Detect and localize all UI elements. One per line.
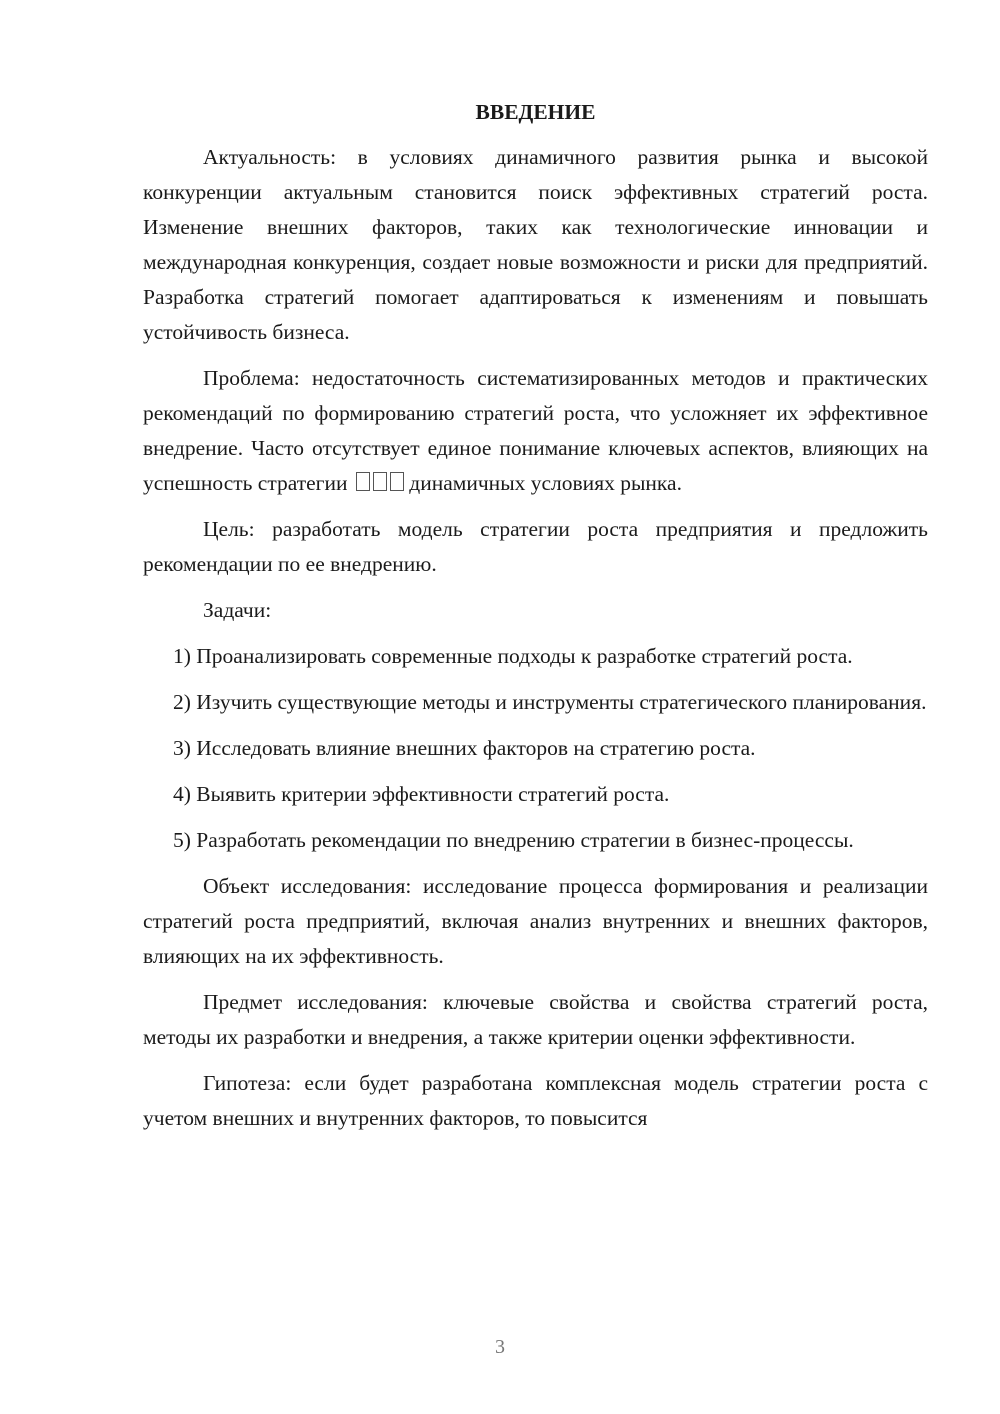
missing-glyph-icon (373, 472, 387, 491)
task-item-4: 4) Выявить критерии эффективности стратегий роста. (173, 782, 670, 806)
hypothesis-paragraph: Гипотеза: если будет разработана комплексная модель стратегии роста с учетом внешних и внутренних факторов, то повысится (143, 1071, 928, 1130)
task-item-1: 1) Проанализировать современные подходы к разработке стратегий роста. (173, 644, 853, 668)
page-number: 3 (495, 1336, 505, 1358)
relevance-paragraph: Актуальность: в условиях динамичного развития рынка и высокой конкуренции актуальным становится поиск эффективных стратегий роста. Изменение внешних факторов, таких как технологические инновации и международная конкуренция, создает новые возможности и риски для предприятий. Разработка стратегий помогает адаптироваться к изменениям и повышать устойчивость бизнеса. (143, 145, 928, 344)
subject-paragraph: Предмет исследования: ключевые свойства и свойства стратегий роста, методы их разработки и внедрения, а также критерии оценки эффективности. (143, 990, 928, 1049)
problem-text: Проблема: недостаточность систематизированных методов и практических рекомендаций по формированию стратегий роста, что усложняет их эффективное внедрение. Часто отсутствует единое понимание ключевых аспектов, влияющих на успешность стратегии (143, 366, 928, 495)
task-item-2: 2) Изучить существующие методы и инструменты стратегического планирования. (173, 690, 927, 714)
missing-glyph-icon (356, 472, 370, 491)
goal-paragraph: Цель: разработать модель стратегии роста предприятия и предложить рекомендации по ее внедрению. (143, 517, 928, 576)
problem-tail: динамичных условиях рынка. (409, 471, 682, 495)
missing-glyph-icon (390, 472, 404, 491)
task-item-3: 3) Исследовать влияние внешних факторов на стратегию роста. (173, 736, 756, 760)
object-paragraph: Объект исследования: исследование процесса формирования и реализации стратегий роста предприятий, включая анализ внутренних и внешних факторов, влияющих на их эффективность. (143, 874, 928, 968)
page-title: ВВЕДЕНИЕ (475, 100, 596, 124)
tasks-label: Задачи: (203, 598, 272, 622)
problem-paragraph (143, 361, 928, 501)
task-item-5: 5) Разработать рекомендации по внедрению стратегии в бизнес-процессы. (173, 828, 854, 852)
page-content (143, 95, 928, 1147)
